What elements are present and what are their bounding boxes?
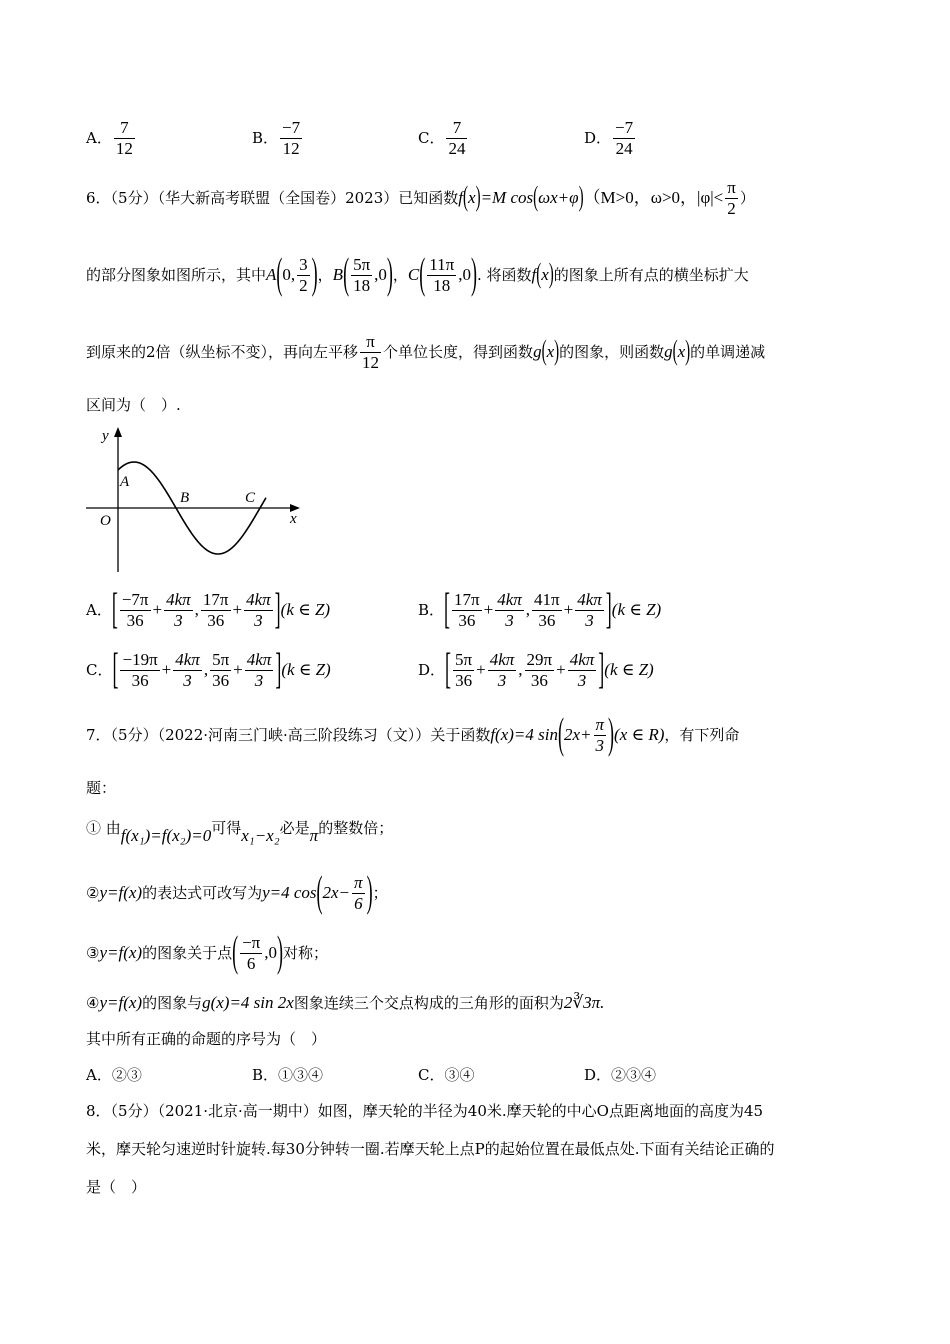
q6-d-start: $\frac{5\pi}{36}$ (455, 650, 473, 690)
graph-origin-label: O (100, 513, 111, 529)
q6-d-period-1: $\frac{4k\pi}{3}$ (489, 650, 515, 690)
q7-question: 其中所有正确的命题的序号为（ ） (86, 1030, 327, 1048)
q5-option-b: B． $\frac{-7}{12}$ (252, 118, 301, 158)
q6-option-c: C．[ $\frac{-19\pi}{36}$ + $\frac{4k\pi}{3}$ , $\frac{5\pi}{36}$ + $\frac{4k\pi}{3}$ ](k ∈ Z) (86, 644, 331, 693)
q6-a-period-1: $\frac{4k\pi}{3}$ (166, 590, 191, 630)
q6-phi-bound: $\frac{\pi}{2}$ (727, 178, 736, 218)
q6-a-start: $\frac{-7\pi}{36}$ (121, 590, 149, 630)
q7-line-2: 题： (86, 779, 117, 797)
q7-s3-fraction: $\frac{-\pi}{6}$ (242, 933, 261, 973)
q6-a-period-2: $\frac{4k\pi}{3}$ (246, 590, 271, 630)
q7-statement-4: ④y=f(x)的图象与g(x)=4 sin 2x图象连续三个交点构成的三角形的面积为2∛3π. (86, 993, 605, 1012)
q6-c-start: $\frac{-19\pi}{36}$ (122, 650, 158, 690)
graph-x-label: x (290, 511, 297, 527)
q6-a-end: $\frac{17\pi}{36}$ (202, 590, 229, 630)
q7-statement-3: ③y=f(x)的图象关于点( $\frac{-\pi}{6}$ ,0)对称； (86, 927, 329, 976)
q6-option-a: A．[ $\frac{-7\pi}{36}$ + $\frac{4k\pi}{3}$ , $\frac{17\pi}{36}$ + $\frac{4k\pi}{3}$ ](k ∈ Z) (86, 584, 331, 633)
q6-b-start: $\frac{17\pi}{36}$ (454, 590, 480, 630)
q6-point-c-x: $\frac{11\pi}{18}$ (429, 255, 455, 295)
q8-line-2: 米，摩天轮匀速逆时针旋转.每30分钟转一圈.若摩天轮上点P的起始位置在最低点处.下面有关结论正确的 (86, 1140, 775, 1158)
q6-shift-fraction: $\frac{\pi}{12}$ (362, 332, 380, 372)
q5-option-a: A． $\frac{7}{12}$ (86, 118, 133, 158)
q6-line-3: 到原来的2倍（纵坐标不变），再向左平移 $\frac{\pi}{12}$ 个单位长度，得到函数g(x)的图象，则函数g(x)的单调递减 (86, 332, 766, 372)
y-axis-arrow (114, 427, 122, 437)
q5-option-c: C． $\frac{7}{24}$ (418, 118, 466, 158)
q6-b-end: $\frac{41\pi}{36}$ (534, 590, 560, 630)
q6-graph (84, 424, 314, 579)
q7-statement-1: ① 由f(x₁)=f(x₂)=0可得x₁−x₂必是π的整数倍； (86, 819, 394, 845)
graph-point-a-label: A (120, 474, 130, 490)
q7-option-c: C．③④ (418, 1066, 475, 1084)
q7-statement-2: ②y=f(x)的表达式可改写为y=4 cos(2x− $\frac{\pi}{6}$ )； (86, 867, 388, 916)
q6-point-a-y: $\frac{3}{2}$ (299, 255, 308, 295)
q6-d-period-2: $\frac{4k\pi}{3}$ (569, 650, 595, 690)
q7-s2-fraction: $\frac{\pi}{6}$ (354, 873, 363, 913)
q7-option-a: A．②③ (86, 1066, 142, 1084)
q8-line-3: 是（ ） (86, 1178, 147, 1196)
graph-point-c-label: C (245, 490, 256, 506)
graph-y-label: y (102, 428, 109, 444)
q7-line-1: 7．（5分）（2022·河南三门峡·高三阶段练习（文））关于函数f(x)=4 sin(2x+ $\frac{\pi}{3}$ )(x ∈ R)，有下列命 (86, 709, 740, 758)
q6-c-end: $\frac{5\pi}{36}$ (212, 650, 230, 690)
q5-a-fraction: $\frac{7}{12}$ (115, 118, 133, 158)
q6-c-period-1: $\frac{4k\pi}{3}$ (175, 650, 200, 690)
q8-line-1: 8．（5分）（2021·北京·高一期中）如图，摩天轮的半径为40米.摩天轮的中心O点距离地面的高度为45 (86, 1102, 764, 1120)
q6-line-2: 的部分图象如图所示，其中A(0, $\frac{3}{2}$ )，B( $\frac{5\pi}{18}$ ,0)，C( $\frac{11\pi}{18}$ ,0). 将函数f(x)的图象上所有点的横坐标扩大 (86, 249, 749, 298)
q6-option-d: D．[ $\frac{5\pi}{36}$ + $\frac{4k\pi}{3}$ , $\frac{29\pi}{36}$ + $\frac{4k\pi}{3}$ ](k ∈ Z) (418, 644, 654, 693)
q6-b-period-1: $\frac{4k\pi}{3}$ (497, 590, 522, 630)
q5-d-fraction: $\frac{-7}{24}$ (615, 118, 634, 158)
q5-option-d: D． $\frac{-7}{24}$ (584, 118, 634, 158)
q6-c-period-2: $\frac{4k\pi}{3}$ (246, 650, 272, 690)
q6-line-4: 区间为（ ）. (86, 396, 181, 414)
q7-phase-fraction: $\frac{\pi}{3}$ (595, 715, 605, 755)
q5-b-fraction: $\frac{-7}{12}$ (282, 118, 301, 158)
graph-point-b-label: B (180, 490, 190, 506)
q6-d-end: $\frac{29\pi}{36}$ (526, 650, 553, 690)
q5-c-fraction: $\frac{7}{24}$ (448, 118, 466, 158)
q6-point-b-x: $\frac{5\pi}{18}$ (353, 255, 371, 295)
q6-b-period-2: $\frac{4k\pi}{3}$ (577, 590, 602, 630)
q6-option-b: B．[ $\frac{17\pi}{36}$ + $\frac{4k\pi}{3}$ , $\frac{41\pi}{36}$ + $\frac{4k\pi}{3}$ ](k ∈ Z) (418, 584, 662, 633)
q7-option-b: B．①③④ (252, 1066, 324, 1084)
q7-option-d: D．②③④ (584, 1066, 657, 1084)
q6-line-1: 6．（5分）（华大新高考联盟（全国卷）2023）已知函数f(x)=M cos(ωx+φ)（M>0，ω>0，|φ|< $\frac{\pi}{2}$ ） (86, 178, 755, 218)
